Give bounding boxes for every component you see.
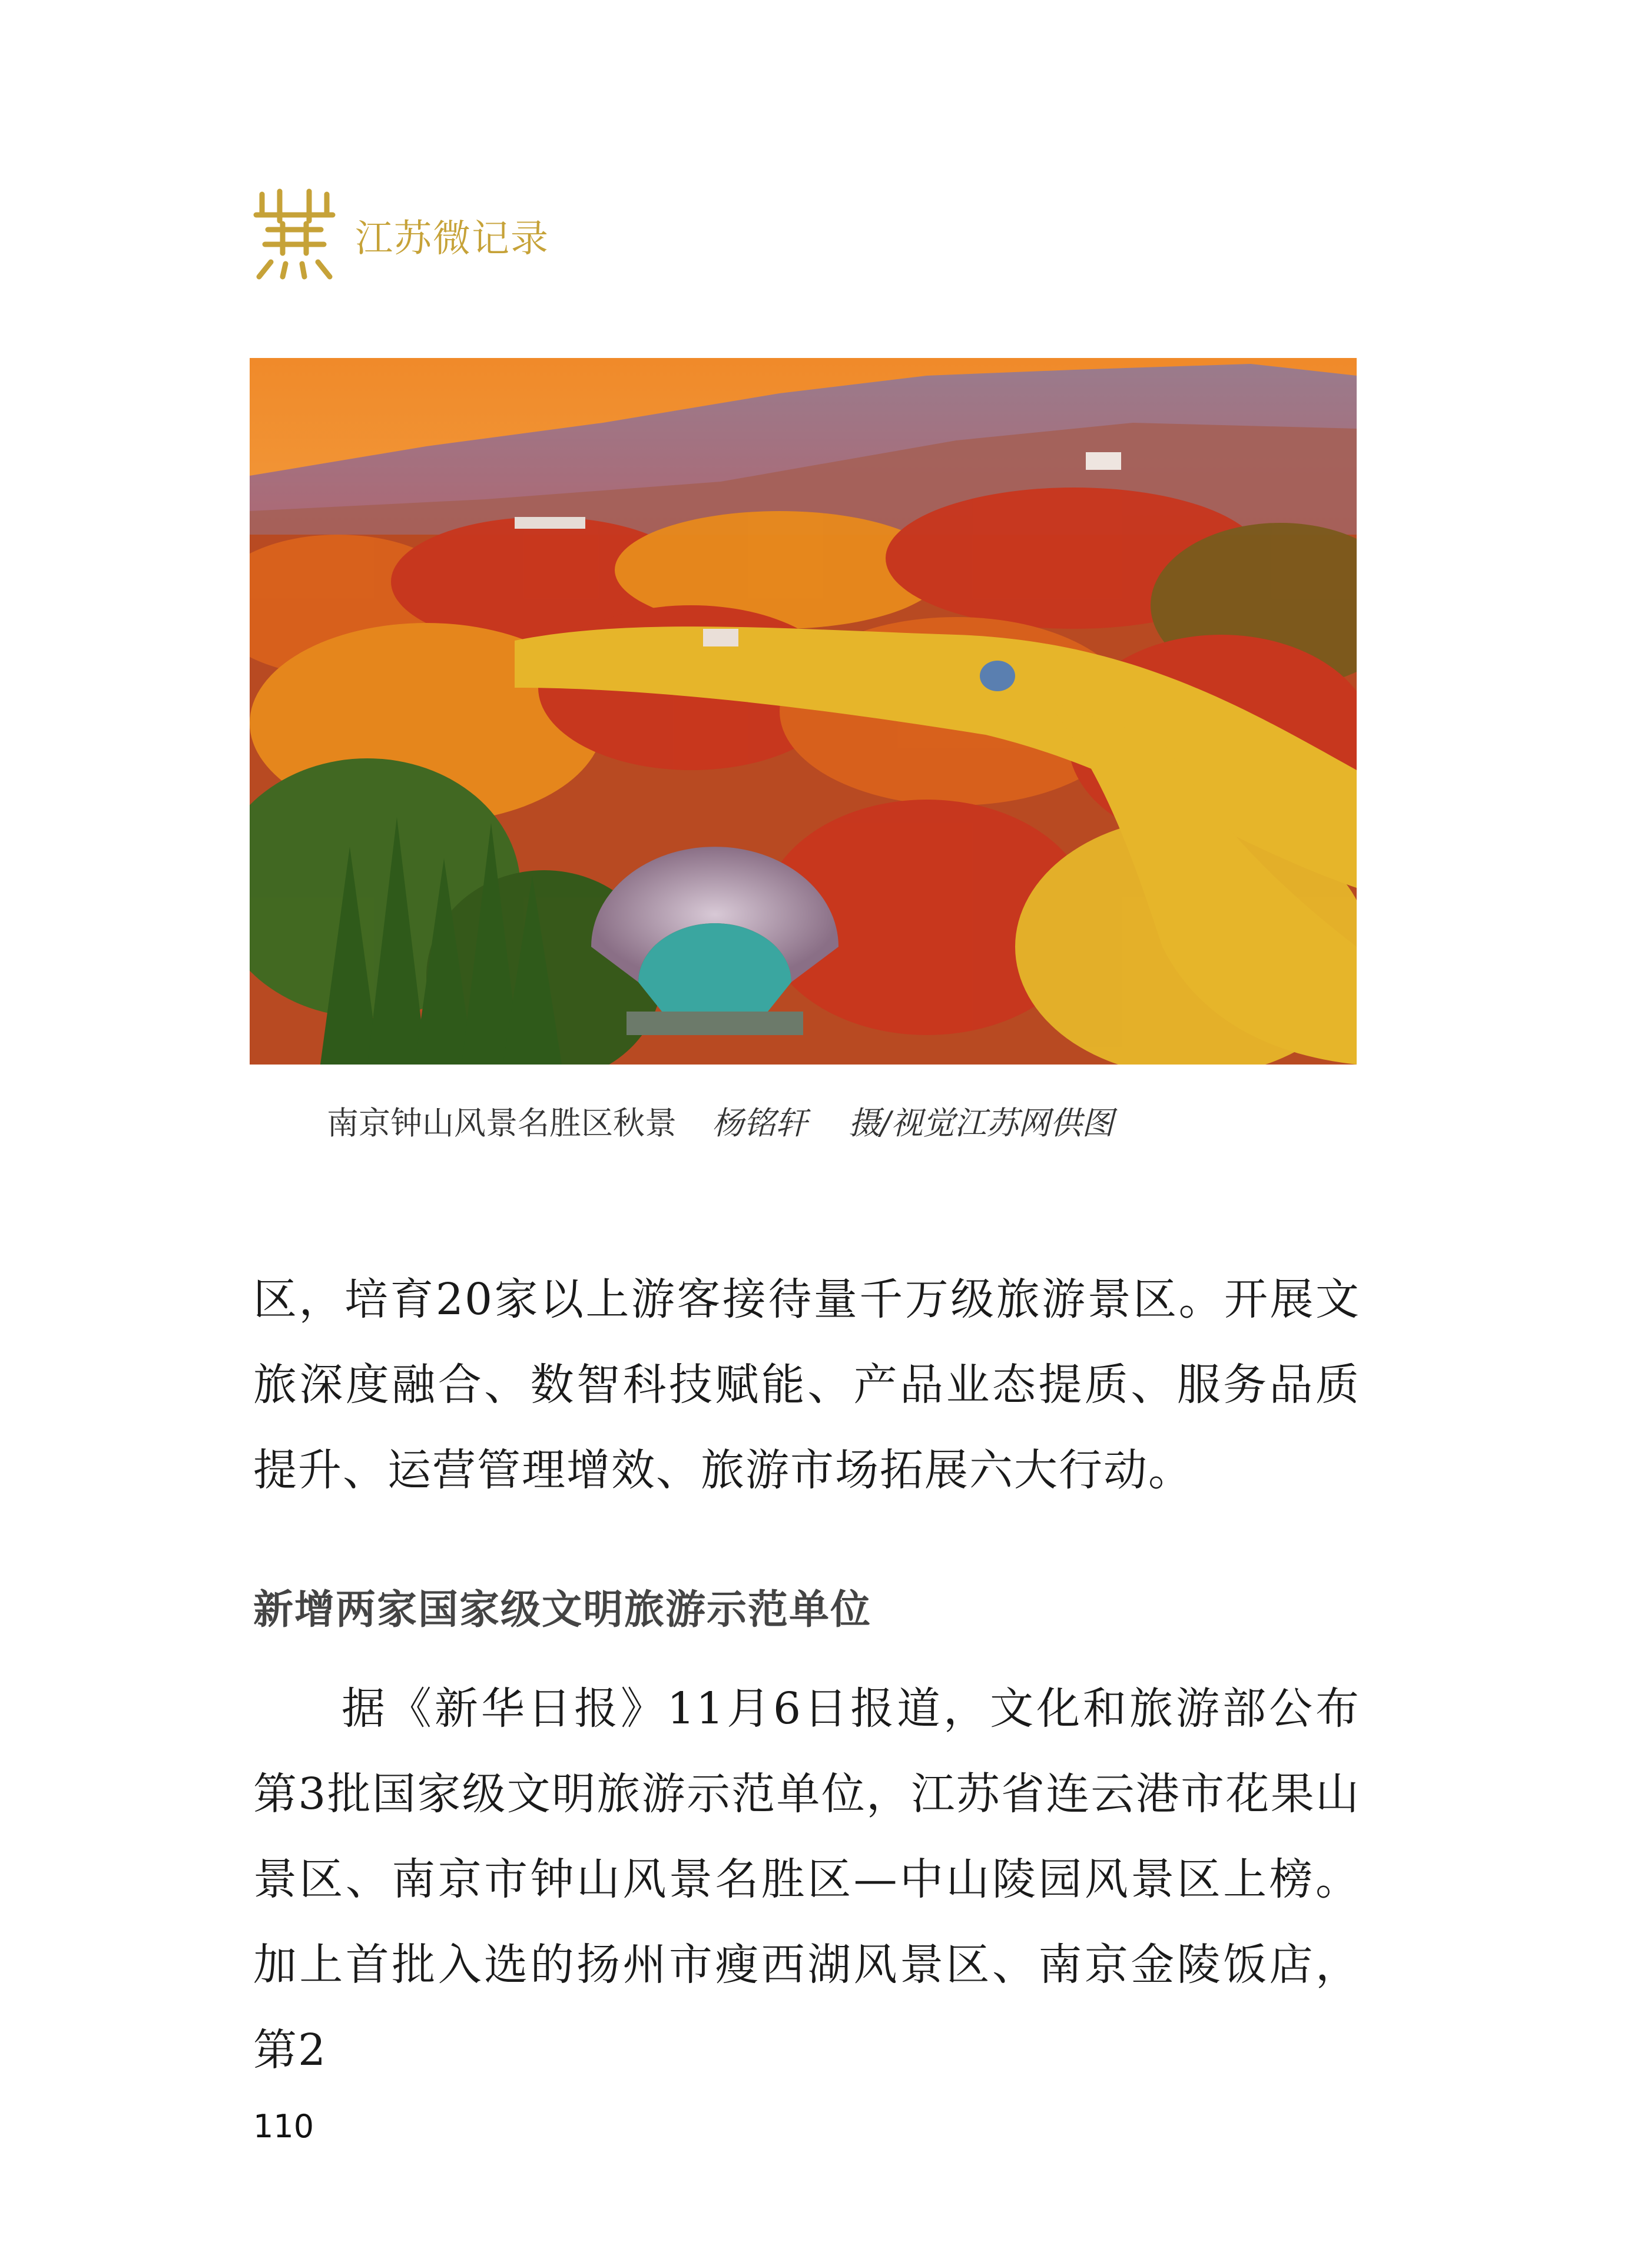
photographer-credit: 杨铭轩 xyxy=(712,1105,807,1142)
page-number: 110 xyxy=(253,2108,314,2145)
body-paragraph-2: 据《新华日报》11月6日报道，文化和旅游部公布第3批国家级文明旅游示范单位，江苏省连云港市花果山景区、南京市钟山风景名胜区—中山陵园风景区上榜。加上首批入选的扬州市瘦西湖风景区、南京金陵饭店，第2 xyxy=(253,1683,1360,2075)
photo-caption xyxy=(327,1098,1113,1143)
section-heading: 新增两家国家级文明旅游示范单位 xyxy=(253,1586,872,1633)
header xyxy=(250,188,549,283)
golden-ornamental-logo-icon xyxy=(250,188,339,283)
brand-name: 江苏微记录 xyxy=(355,217,549,261)
caption-text: 南京钟山风景名胜区秋景 xyxy=(327,1105,677,1142)
body-paragraph: 区，培育20家以上游客接待量千万级旅游景区。开展文旅深度融合、数智科技赋能、产品业态提质、服务品质提升、运营管理增效、旅游市场拓展六大行动。 xyxy=(253,1274,1360,1496)
autumn-landscape-photo xyxy=(250,358,1357,1065)
photo-source: 摄/视觉江苏网供图 xyxy=(849,1105,1114,1142)
